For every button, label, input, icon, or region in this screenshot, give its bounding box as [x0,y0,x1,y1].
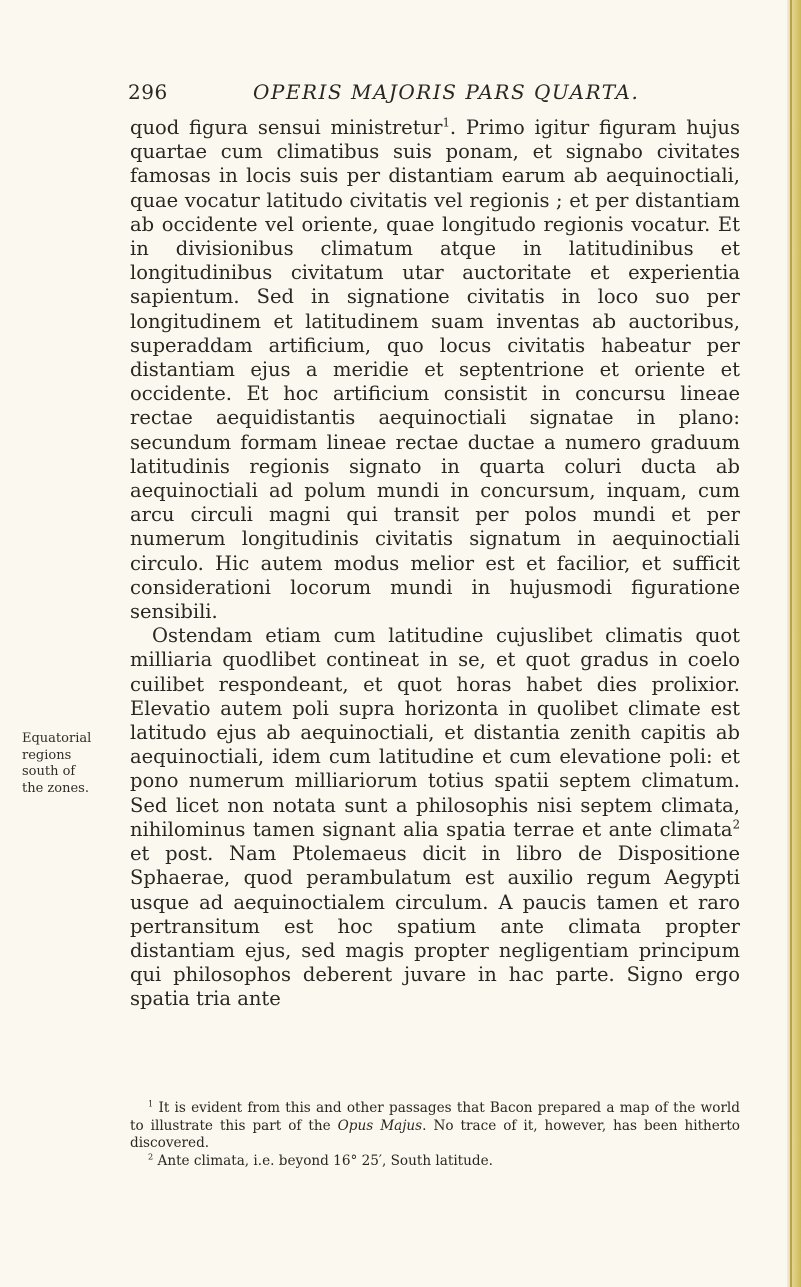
footnote-1-text: It is evident from this and other passages that Bacon prepared a map of the world to illustrate this part of the [130,1100,740,1134]
footnote-2 [130,1150,740,1171]
footnote-ref-1: 1 [442,115,450,130]
paragraph-2 [130,624,740,1011]
main-text [130,116,740,1012]
marginal-note-line: the zones. [22,780,89,796]
marginal-note-line: regions [22,747,72,763]
page-number: 296 [128,80,168,104]
marginal-note-line: Equatorial [22,731,92,746]
paragraph-1-text-rest: . Primo igitur figuram hujus quartae cum climatibus suis ponam, et signabo civitates famosas in locis suis per distantiam earum ab aequinoctiali, quae vocatur latitudo civitatis vel regionis ; et per distantiam ab occidente vel oriente, quae longitudo regionis vocatur. Et in divisionibus climatum atque in latitudinibus et longitudinibus civitatum utar auctoritate et experientia sapientum. Sed in signatione civitatis in loco suo per longitudinem et latitudinem suam inventas ab auctoribus, superaddam artificium, quo locus civitatis habeatur per distantiam ejus a meridie et septentrione et oriente et occidente. Et hoc artificium consistit in concursu lineae rectae aequidistantis aequinoctiali signatae in plano: secundum formam lineae rectae ductae a numero graduum latitudinis regionis signato in quarta coluri ducta ab aequinoctiali ad polum mundi in concursum, inquam, cum arcu circuli magni qui transit per polos mundi et per numerum longitudinis civitatis signatum in aequinoctiali circulo. Hic autem modus melior est et facilior, et sufficit considerationi locorum mundi in hujusmodi figuratione sensibili. [130,116,740,624]
marginal-note [22,731,122,797]
footnote-2-text: Ante climata, i.e. beyond 16° 25′, South latitude. [153,1152,493,1169]
page-edge-line [790,0,792,1287]
footnote-ref-2: 2 [732,817,740,832]
footnote-1-title: Opus Majus [337,1117,423,1134]
paragraph-1-text-start: quod figura sensui ministretur [130,116,443,139]
footnote-1 [130,1100,740,1153]
footnotes [130,1100,740,1170]
paragraph-2-text-start: Ostendam etiam cum latitudine cujuslibet climatis quot milliaria quodlibet contineat in se, et quot gradus in coelo cuilibet respondeant, et quot horas habet dies prolixior. Elevatio autem poli supra horizonta in quolibet climate est latitudo ejus ab aequinoctiali, et distantia zenith capitis ab aequinoctiali, idem cum latitudine et cum elevatione poli: et pono numerum milliariorum totius spatii septem climatum. Sed licet non notata sunt a philosophis nisi septem climata, nihilominus tamen signant alia spatia terrae et ante climata [130,624,740,841]
marginal-note-line: south of [22,764,76,779]
footnote-2-marker: 2 [148,1150,154,1161]
running-title: OPERIS MAJORIS PARS QUARTA. [253,80,640,104]
footnote-1-text-end: . No trace of it, however, has been hitherto discovered. [130,1117,740,1151]
footnote-1-marker: 1 [148,1098,154,1109]
running-header [0,80,801,110]
paragraph-1 [130,116,740,624]
paragraph-2-text-rest: et post. Nam Ptolemaeus dicit in libro de Dispositione Sphaerae, quod perambulatum est auxilio regum Aegypti usque ad aequinoctialem circulum. A paucis tamen et raro pertransitum est hoc spatium ante climata propter distantiam ejus, sed magis propter negligentiam principum qui philosophos deberent juvare in hac parte. Signo ergo spatia tria ante [130,842,740,1011]
